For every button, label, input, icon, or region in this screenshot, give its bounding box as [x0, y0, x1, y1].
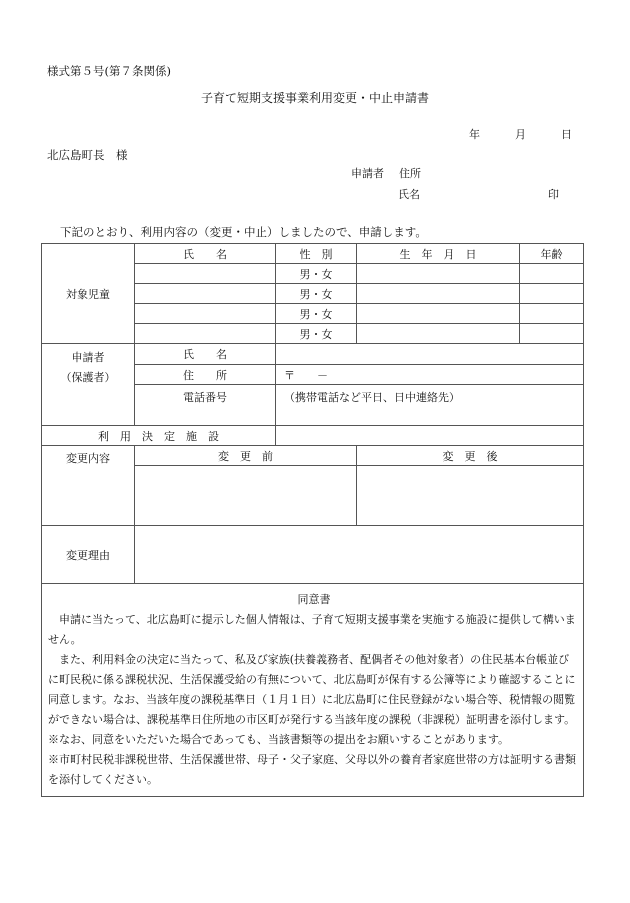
consent-note-1: ※なお、同意をいただいた場合であっても、当該書類等の提出をお願いすることがあります。 [48, 733, 510, 746]
col-birth-header: 生 年 月 日 [357, 244, 520, 264]
child-age-field[interactable] [520, 304, 584, 324]
intro-text: 下記のとおり、利用内容の（変更・中止）しましたので、申請します。 [60, 225, 427, 239]
child-birth-field[interactable] [357, 324, 520, 344]
child-birth-field[interactable] [357, 264, 520, 284]
child-name-field[interactable] [135, 264, 276, 284]
change-after-header: 変 更 後 [357, 446, 584, 466]
address-label: 住所 [399, 167, 421, 180]
consent-note-2: ※市町村民税非課税世帯、生活保護世帯、母子・父子家庭、父母以外の養育者家庭世帯の方は証明する書類を添付してください。 [48, 753, 576, 786]
consent-section [42, 584, 584, 797]
change-before-field[interactable] [135, 466, 357, 526]
guardian-name-field[interactable] [276, 344, 584, 365]
consent-row [42, 584, 584, 797]
date-day-label: 日 [561, 128, 572, 141]
child-age-field[interactable] [520, 324, 584, 344]
guardian-name-label: 氏 名 [135, 344, 276, 365]
children-header-row [42, 244, 584, 264]
facility-label: 利 用 決 定 施 設 [42, 426, 276, 446]
child-birth-field[interactable] [357, 284, 520, 304]
addressee: 北広島町長 様 [47, 148, 128, 162]
child-birth-field[interactable] [357, 304, 520, 324]
change-reason-label: 変更理由 [42, 526, 135, 584]
applicant-address-line [351, 168, 421, 179]
form-number: 様式第５号(第７条関係) [47, 64, 171, 78]
facility-field[interactable] [276, 426, 584, 446]
col-name-header: 氏 名 [135, 244, 276, 264]
facility-row [42, 426, 584, 446]
child-age-field[interactable] [520, 284, 584, 304]
child-gender-field[interactable]: 男・女 [276, 324, 357, 344]
change-content-label: 変更内容 [42, 446, 135, 526]
applicant-label: 申請者 [351, 167, 384, 180]
application-form-table [41, 243, 584, 797]
date-line [469, 129, 572, 140]
guardian-phone-label: 電話番号 [135, 385, 276, 426]
guardian-phone-field[interactable]: （携帯電話など平日、日中連絡先） [276, 385, 584, 426]
child-name-field[interactable] [135, 304, 276, 324]
reason-row [42, 526, 584, 584]
col-gender-header: 性 別 [276, 244, 357, 264]
applicant-name-label: 氏名 [398, 188, 420, 201]
consent-title: 同意書 [297, 593, 331, 606]
document-title: 子育て短期支援事業利用変更・中止申請書 [200, 91, 429, 105]
col-age-header: 年齢 [520, 244, 584, 264]
child-name-field[interactable] [135, 284, 276, 304]
change-after-field[interactable] [357, 466, 584, 526]
guardian-sublabel: （保護者） [60, 371, 116, 384]
seal-mark: 印 [548, 188, 559, 201]
child-gender-field[interactable]: 男・女 [276, 264, 357, 284]
guardian-label: 申請者 [71, 351, 105, 364]
consent-paragraph-1: 申請に当たって、北広島町に提示した個人情報は、子育て短期支援事業を実施する施設に提供して構いません。 [48, 613, 576, 646]
guardian-name-row [42, 344, 584, 365]
change-reason-field[interactable] [135, 526, 584, 584]
child-name-field[interactable] [135, 324, 276, 344]
child-age-field[interactable] [520, 264, 584, 284]
change-before-header: 変 更 前 [135, 446, 357, 466]
guardian-section-label [42, 344, 135, 426]
date-month-label: 月 [515, 128, 526, 141]
consent-paragraph-2: また、利用料金の決定に当たって、私及び家族(扶養義務者、配偶者その他対象者）の住民基本台帳並びに町民税に係る課税状況、生活保護受給の有無について、北広島町が保有する公簿等により確認することに同意します。なお、当該年度の課税基準日（１月１日）に北広島町に住民登録がない場合等、税情報の閲覧ができない場合は、課税基準日住所地の市区町が発行する当該年度の課税（非課税）証明書を添付します。 [48, 653, 576, 726]
change-header-row [42, 446, 584, 466]
guardian-address-field[interactable]: 〒 － [276, 365, 584, 385]
date-year-label: 年 [469, 128, 480, 141]
children-section-label: 対象児童 [42, 244, 135, 344]
guardian-address-label: 住 所 [135, 365, 276, 385]
child-gender-field[interactable]: 男・女 [276, 284, 357, 304]
child-gender-field[interactable]: 男・女 [276, 304, 357, 324]
